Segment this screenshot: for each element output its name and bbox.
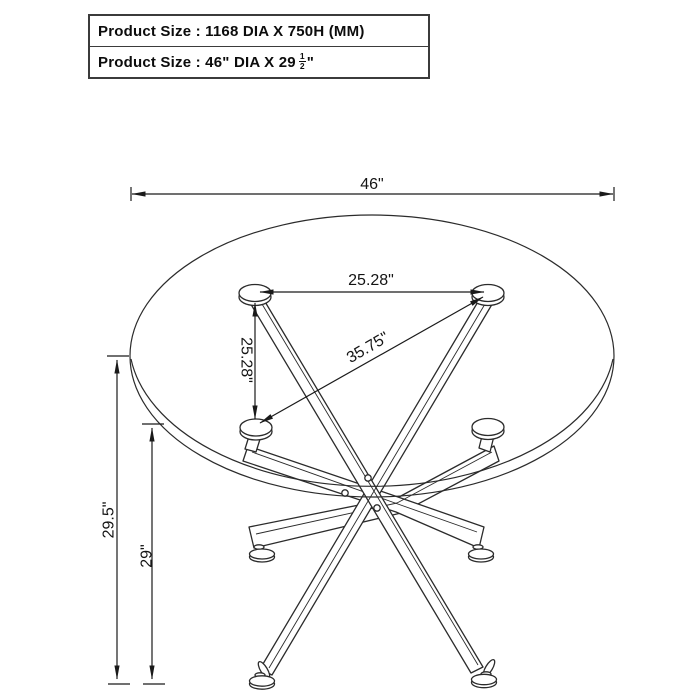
fraction-denominator: 2 bbox=[299, 60, 305, 71]
hub-bolt bbox=[365, 475, 371, 481]
glass-top-ellipse bbox=[130, 215, 614, 497]
fraction-numerator: 1 bbox=[299, 50, 305, 61]
foot-glide-front-right bbox=[472, 672, 497, 688]
product-size-table bbox=[88, 14, 430, 79]
inch-mark: " bbox=[306, 53, 315, 71]
foot-glide-mid-right bbox=[469, 545, 494, 562]
hub-bolt bbox=[374, 505, 380, 511]
mount-pad-top-right bbox=[472, 285, 504, 306]
dim-label-diameter: 46" bbox=[360, 176, 384, 193]
dim-label-leg-span-horizontal: 25.28" bbox=[348, 272, 394, 289]
product-size-mm-text: Product Size : 1168 DIA X 750H (MM) bbox=[98, 22, 365, 40]
mount-pad-top-left bbox=[239, 285, 271, 306]
mount-pad-bottom-right bbox=[472, 419, 504, 440]
mount-pad-bottom-left bbox=[240, 419, 272, 440]
foot-glide-front-left bbox=[250, 673, 275, 689]
dim-label-leg-diagonal: 35.75" bbox=[343, 329, 393, 367]
dimension-lines bbox=[107, 187, 614, 684]
glass-top bbox=[130, 215, 614, 497]
hub-bolt bbox=[342, 490, 348, 496]
fraction-half bbox=[299, 52, 306, 71]
dim-label-height-overall: 29.5" bbox=[100, 501, 118, 539]
product-size-inch-text: Product Size : 46" DIA X 29 bbox=[98, 53, 296, 71]
product-size-row-mm bbox=[90, 16, 428, 46]
dim-label-height-to-frame: 29" bbox=[138, 544, 156, 568]
product-size-row-inch bbox=[90, 46, 428, 77]
dim-label-leg-span-vertical: 25.28" bbox=[237, 337, 255, 383]
glass-edge-thickness bbox=[131, 359, 613, 486]
